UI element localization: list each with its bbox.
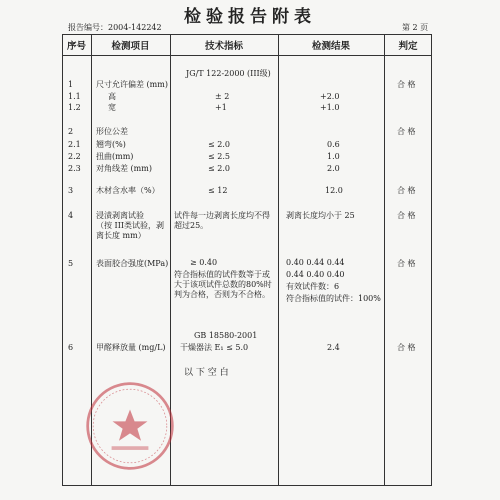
row-seq: 2.3 (68, 164, 81, 173)
row-result: +1.0 (320, 103, 340, 112)
row-item: 尺寸允许偏差 (mm) (96, 80, 168, 89)
row-item: 甲醛释放量 (mg/L) (96, 343, 166, 352)
row-seq: 1 (68, 80, 74, 89)
row-item: 形位公差 (96, 127, 128, 136)
row-seq: 1.2 (68, 103, 81, 112)
row-item: 浸渍剥离试验 （按 III类试验，剥离长度 mm） (96, 211, 165, 240)
row-seq: 2 (68, 127, 74, 136)
row-seq: 4 (68, 211, 74, 220)
row-item: 高 (108, 92, 116, 101)
row-seq: 5 (68, 259, 74, 268)
row-verdict: 合 格 (397, 259, 416, 268)
row-seq: 6 (68, 343, 74, 352)
row-spec: ≥ 0.40 (190, 258, 218, 267)
header-verdict: 判定 (398, 41, 418, 52)
row-seq: 2.1 (68, 140, 81, 149)
official-seal-icon (84, 380, 176, 472)
header-result: 检测结果 (311, 41, 350, 52)
row-item: 表面胶合强度(MPa) (96, 259, 169, 268)
row-result: +2.0 (320, 92, 340, 101)
row-item: 木材含水率（%） (96, 186, 160, 195)
row-verdict: 合 格 (397, 186, 416, 195)
row-spec: ≤ 2.5 (208, 152, 230, 161)
row-result: 2.4 (327, 343, 340, 352)
row-spec: 干燥器法 E₁ ≤ 5.0 (180, 343, 249, 352)
header-seq: 序号 (66, 41, 86, 52)
row-result: 有效试件数：6 (286, 282, 340, 291)
standard-1: JG/T 122-2000 (III级) (186, 69, 271, 78)
row-spec: GB 18580-2001 (194, 331, 258, 340)
row-spec: 符合指标值的试件数等于或大于该项试件总数的80%时判为合格，否则为不合格。 (174, 270, 272, 299)
row-spec: +1 (215, 103, 227, 112)
row-result: 12.0 (325, 186, 343, 195)
row-item: 翘弯(%) (96, 140, 126, 149)
row-result: 2.0 (327, 164, 340, 173)
row-seq: 2.2 (68, 152, 81, 161)
row-verdict: 合 格 (397, 211, 416, 220)
blank-note: 以 下 空 白 (184, 368, 229, 378)
row-spec: ± 2 (215, 92, 230, 101)
row-result: 剥离长度均小于 25 (286, 211, 355, 220)
row-item: 对角线差 (mm) (96, 164, 152, 173)
row-result: 0.6 (327, 140, 340, 149)
row-result: 0.40 0.44 0.44 (286, 258, 345, 267)
page-number: 第 2 页 (402, 23, 429, 32)
report-number: 报告编号：2004-142242 (68, 23, 162, 32)
row-seq: 3 (68, 186, 74, 195)
row-result: 0.44 0.40 0.40 (286, 270, 345, 279)
header-item: 检测项目 (111, 41, 150, 52)
row-verdict: 合 格 (397, 80, 416, 89)
column-divider (384, 34, 385, 486)
row-spec: 试件每一边剥离长度均不得超过25。 (174, 211, 270, 230)
row-verdict: 合 格 (397, 127, 416, 136)
row-spec: ≤ 2.0 (208, 164, 230, 173)
page-title: 检验报告附表 (184, 7, 316, 27)
header-spec: 技术指标 (204, 41, 243, 52)
row-seq: 1.1 (68, 92, 81, 101)
row-spec: ≤ 12 (208, 186, 228, 195)
column-divider (278, 34, 279, 486)
row-verdict: 合 格 (397, 343, 416, 352)
row-item: 宽 (108, 103, 116, 112)
row-spec: ≤ 2.0 (208, 140, 230, 149)
row-item: 扭曲(mm) (96, 152, 134, 161)
row-result: 符合指标值的试件：100% (286, 294, 381, 303)
row-result: 1.0 (327, 152, 340, 161)
